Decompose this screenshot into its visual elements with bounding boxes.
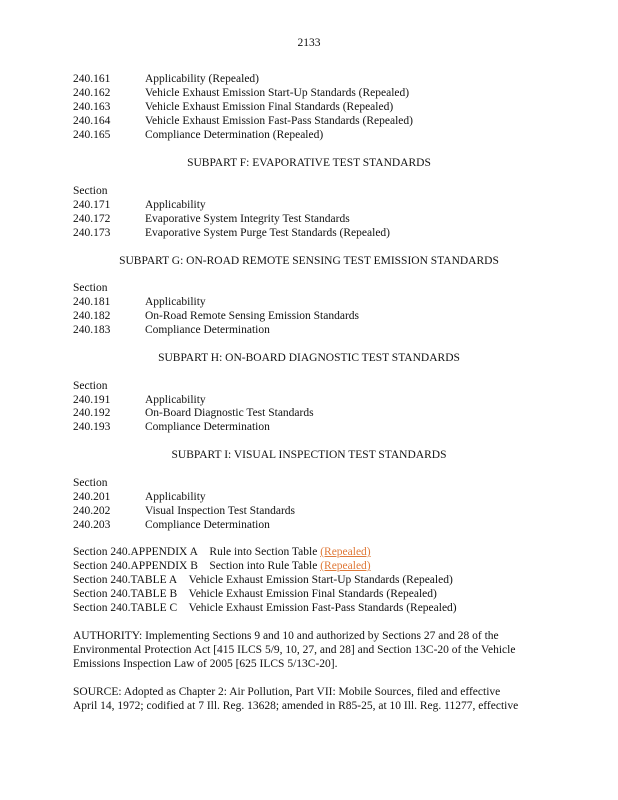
repealed-link[interactable]: (Repealed) <box>320 546 371 558</box>
table-label: Section 240.TABLE C <box>73 602 178 614</box>
section-number: 240.173 <box>73 227 111 239</box>
section-label: Section <box>73 185 108 197</box>
section-number: 240.203 <box>73 519 111 531</box>
section-number: 240.162 <box>73 87 111 99</box>
table-label: Section 240.TABLE A <box>73 574 178 586</box>
section-title: Evaporative System Integrity Test Standards <box>145 213 350 225</box>
authority-line: Emissions Inspection Law of 2005 [625 ILCS 5/13C-20]. <box>73 658 338 670</box>
section-row <box>73 114 413 128</box>
section-label: Section <box>73 380 108 392</box>
subpart-g-heading: SUBPART G: ON-ROAD REMOTE SENSING TEST EMISSION STANDARDS <box>119 255 499 267</box>
section-title: Visual Inspection Test Standards <box>145 505 296 517</box>
section-number: 240.202 <box>73 505 111 517</box>
section-row <box>73 504 295 518</box>
appendix-label: Section 240.APPENDIX B <box>73 560 198 572</box>
section-label: Section <box>73 282 108 294</box>
section-number: 240.172 <box>73 213 111 225</box>
section-number: 240.163 <box>73 101 111 113</box>
section-row <box>73 518 270 532</box>
authority-line: Environmental Protection Act [415 ILCS 5/9, 10, 27, and 28] and Section 13C-20 of the Vehicle <box>73 644 516 656</box>
section-row <box>73 420 270 434</box>
authority-line: AUTHORITY: Implementing Sections 9 and 10 and authorized by Sections 27 and 28 of the <box>73 630 499 642</box>
source-line: April 14, 1972; codified at 7 Ill. Reg. 13628; amended in R85-25, at 10 Ill. Reg. 11277, effective <box>73 700 519 712</box>
section-row <box>73 128 323 142</box>
repealed-link[interactable]: (Repealed) <box>320 560 371 572</box>
section-title: Compliance Determination <box>145 324 270 336</box>
section-title: Applicability <box>145 296 206 308</box>
section-title: On-Board Diagnostic Test Standards <box>145 407 314 419</box>
section-title: On-Road Remote Sensing Emission Standards <box>145 310 360 322</box>
section-title: Compliance Determination <box>145 519 270 531</box>
section-title: Compliance Determination (Repealed) <box>145 129 324 141</box>
table-row <box>73 587 437 601</box>
section-number: 240.182 <box>73 310 111 322</box>
section-title: Evaporative System Purge Test Standards (Repealed) <box>145 227 391 239</box>
appendix-title: Section into Rule Table <box>209 560 318 572</box>
source-line: SOURCE: Adopted as Chapter 2: Air Pollution, Part VII: Mobile Sources, filed and effective <box>73 686 501 698</box>
page-number: 2133 <box>297 37 321 49</box>
subpart-h-heading: SUBPART H: ON-BOARD DIAGNOSTIC TEST STANDARDS <box>158 352 460 364</box>
table-row <box>73 573 453 587</box>
section-number: 240.165 <box>73 129 111 141</box>
authority-paragraph <box>73 629 543 671</box>
appendix-label: Section 240.APPENDIX A <box>73 546 198 558</box>
table-label: Section 240.TABLE B <box>73 588 178 600</box>
section-number: 240.193 <box>73 421 111 433</box>
subpart-i-heading: SUBPART I: VISUAL INSPECTION TEST STANDARDS <box>171 449 447 461</box>
section-row <box>73 309 359 323</box>
section-row <box>73 100 393 114</box>
section-row <box>73 406 314 420</box>
section-row <box>73 86 409 100</box>
section-number: 240.191 <box>73 394 111 406</box>
appendix-row <box>73 545 371 559</box>
section-number: 240.164 <box>73 115 111 127</box>
section-title: Applicability <box>145 491 206 503</box>
subpart-f-heading: SUBPART F: EVAPORATIVE TEST STANDARDS <box>187 157 431 169</box>
section-row <box>73 226 390 240</box>
section-label: Section <box>73 477 108 489</box>
section-number: 240.161 <box>73 73 111 85</box>
section-number: 240.201 <box>73 491 111 503</box>
table-title: Vehicle Exhaust Emission Fast-Pass Standards (Repealed) <box>188 602 457 614</box>
section-title: Applicability <box>145 199 206 211</box>
section-title: Applicability <box>145 394 206 406</box>
section-number: 240.181 <box>73 296 111 308</box>
section-title: Applicability (Repealed) <box>145 73 260 85</box>
table-title: Vehicle Exhaust Emission Start-Up Standards (Repealed) <box>188 574 453 586</box>
section-number: 240.192 <box>73 407 111 419</box>
section-number: 240.183 <box>73 324 111 336</box>
table-title: Vehicle Exhaust Emission Final Standards (Repealed) <box>188 588 437 600</box>
section-title: Vehicle Exhaust Emission Final Standards (Repealed) <box>145 101 394 113</box>
section-row <box>73 393 206 407</box>
section-row <box>73 295 206 309</box>
section-title: Vehicle Exhaust Emission Start-Up Standards (Repealed) <box>145 87 410 99</box>
section-row <box>73 72 259 86</box>
section-row <box>73 212 350 226</box>
section-row <box>73 490 206 504</box>
section-title: Compliance Determination <box>145 421 270 433</box>
appendix-title: Rule into Section Table <box>209 546 318 558</box>
table-row <box>73 601 457 615</box>
appendix-row <box>73 559 371 573</box>
section-title: Vehicle Exhaust Emission Fast-Pass Standards (Repealed) <box>145 115 413 127</box>
section-row <box>73 323 270 337</box>
source-paragraph <box>73 685 543 713</box>
section-row <box>73 198 206 212</box>
section-number: 240.171 <box>73 199 111 211</box>
